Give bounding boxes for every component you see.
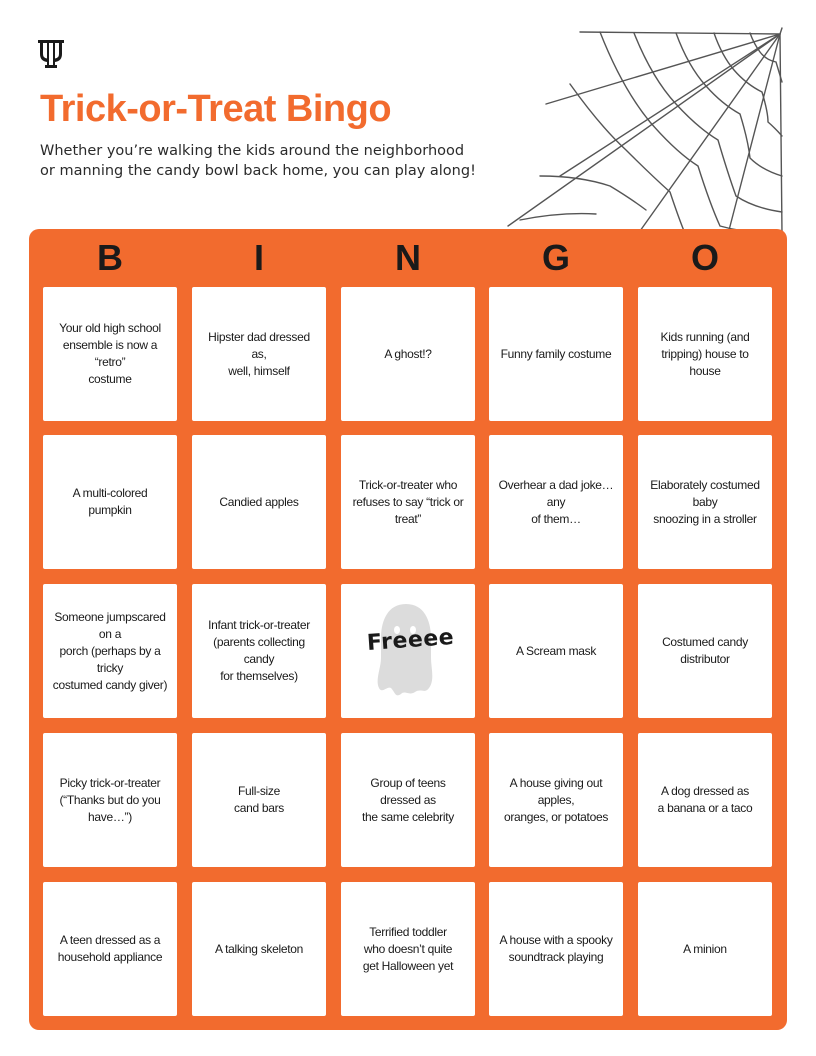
bingo-square-text: Trick-or-treater who refuses to say “trick or treat” — [352, 477, 464, 526]
bingo-square-text: A house with a spooky soundtrack playing — [499, 933, 613, 964]
bingo-square[interactable] — [489, 733, 623, 867]
bingo-square[interactable] — [43, 733, 177, 867]
bingo-square-text: Someone jumpscared on a porch (perhaps by a tricky costumed candy giver) — [52, 609, 168, 692]
bingo-square-text: A minion — [683, 941, 727, 956]
bingo-square-text: Candied apples — [219, 494, 299, 509]
bingo-square[interactable] — [43, 882, 177, 1016]
bingo-square[interactable] — [638, 882, 772, 1016]
bingo-square-text: Your old high school ensemble is now a “retro” costume — [59, 321, 161, 386]
bingo-square[interactable] — [489, 287, 623, 421]
bingo-square-text: A ghost!? — [384, 346, 432, 361]
bingo-square[interactable] — [489, 435, 623, 569]
page-subtitle: Whether you’re walking the kids around the neighborhood or manning the candy bowl back home, you can play along! — [40, 143, 476, 179]
bingo-square[interactable] — [192, 435, 326, 569]
column-letter-b: B — [97, 237, 123, 278]
bingo-square-text: Picky trick-or-treater (“Thanks but do you have…”) — [59, 775, 161, 824]
bingo-square[interactable] — [341, 287, 475, 421]
bingo-square-text: Full-size cand bars — [234, 784, 284, 815]
bingo-square-text: Terrified toddler who doesn’t quite get Halloween yet — [362, 924, 454, 973]
page-title: Trick-or-Treat Bingo — [40, 88, 392, 130]
bingo-square[interactable] — [43, 584, 177, 718]
spider-web-icon — [500, 26, 790, 236]
column-letter-n: N — [395, 237, 421, 278]
bingo-square-text: A Scream mask — [515, 643, 597, 658]
bingo-square[interactable] — [192, 287, 326, 421]
bingo-square-text: Elaborately costumed baby snoozing in a stroller — [650, 477, 760, 526]
bingo-square[interactable] — [489, 882, 623, 1016]
bingo-square-text: Infant trick-or-treater (parents collecting candy for themselves) — [208, 618, 310, 683]
iu-trident-icon — [38, 36, 64, 68]
bingo-square-text: A teen dressed as a household appliance — [57, 933, 163, 964]
column-letter-o: O — [690, 237, 719, 278]
bingo-square-text: Hipster dad dressed as, well, himself — [208, 329, 310, 378]
bingo-square-text: Kids running (and tripping) house to house — [660, 329, 750, 378]
bingo-square[interactable] — [341, 882, 475, 1016]
bingo-square[interactable] — [638, 287, 772, 421]
free-space-square[interactable] — [341, 584, 475, 718]
bingo-square[interactable] — [638, 733, 772, 867]
column-letter-i: I — [253, 237, 264, 278]
bingo-square[interactable] — [43, 287, 177, 421]
bingo-square-text: A dog dressed as a banana or a taco — [657, 784, 753, 815]
bingo-square-text: A multi-colored pumpkin — [72, 486, 148, 517]
column-letter-g: G — [541, 237, 570, 278]
bingo-square[interactable] — [341, 435, 475, 569]
bingo-square[interactable] — [489, 584, 623, 718]
free-space-label: Freeee — [366, 624, 455, 657]
bingo-square-text: Costumed candy distributor — [662, 635, 748, 666]
bingo-square[interactable] — [192, 733, 326, 867]
bingo-square[interactable] — [638, 435, 772, 569]
bingo-square-text: A talking skeleton — [215, 941, 303, 956]
bingo-square[interactable] — [638, 584, 772, 718]
bingo-square-text: Funny family costume — [500, 346, 612, 361]
bingo-square-text: Group of teens dressed as the same celebrity — [362, 775, 454, 824]
bingo-square[interactable] — [192, 882, 326, 1016]
bingo-square[interactable] — [43, 435, 177, 569]
bingo-square-text: Overhear a dad joke… any of them… — [498, 477, 614, 526]
bingo-square[interactable] — [341, 733, 475, 867]
bingo-square-text: A house giving out apples, oranges, or potatoes — [503, 775, 609, 824]
bingo-square[interactable] — [192, 584, 326, 718]
